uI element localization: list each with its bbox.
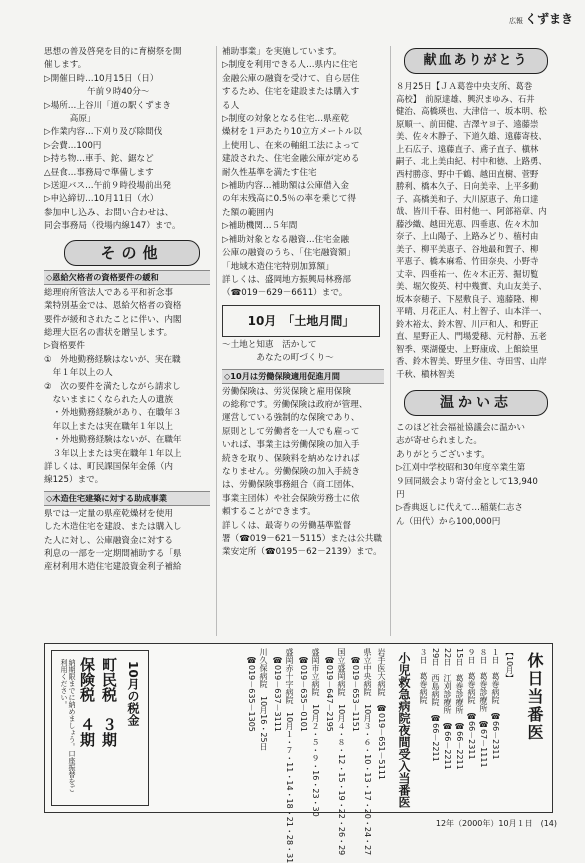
text-line: 美、佐々木静子、下道久雄、遠藤寄枝、 [396, 131, 547, 141]
column-right [396, 46, 548, 529]
text-line: 思想の普及啓発を目的に育樹祭を開 [44, 47, 182, 57]
text-line: 詳しくは、町民課国保年金係（内 [44, 461, 173, 472]
text-line: 午前９時40分～ [44, 87, 150, 98]
text-line: 燥材を１戸あたり10立方メートル以 [222, 127, 362, 138]
text-line: 署（☎019－621－5115）または公共職 [222, 534, 382, 544]
donation-notice [396, 422, 548, 529]
text-line: の総称です。労働保険は政府が管理、 [222, 399, 368, 410]
masthead-label: 広報 [508, 17, 523, 25]
child-emergency-entry: ☎019－637－3111 [273, 648, 282, 732]
child-emergency-entry: ☎019－635－1305 [247, 648, 256, 732]
land-month-slogan: ～土地と知恵 活かして [222, 339, 317, 350]
text-line: は、労働保険事務組合（商工団体、 [222, 480, 360, 491]
text-line: 業安定所（☎0195－62－2139）まで。 [222, 547, 382, 558]
holiday-doctor-title: 休日当番医 [525, 652, 544, 742]
text-line: 年以上または実在職年１年以上 [44, 421, 173, 432]
text-line: ▷送迎バス…午前９時役場前出発 [44, 181, 171, 192]
wood-housing-notice [44, 508, 210, 575]
tax-item: 町民税 ３期 [100, 657, 118, 747]
text-line: ▷会費…100円 [44, 140, 102, 151]
tax-box [51, 650, 149, 806]
text-line: 利息の一部を一定期間補助する「県 [44, 549, 182, 559]
column-divider [390, 46, 391, 636]
column-middle [222, 46, 384, 560]
text-line: 原順一、前田健、吉澤ヤヨ子、遠藤崇 [396, 118, 539, 129]
text-line: ▷資格要件 [44, 341, 85, 352]
page-footer: 12年（2000年）10月１日 (14) [435, 819, 557, 828]
text-line: 年１年以上の人 [44, 368, 113, 379]
text-line: ▷制度の対象となる住宅…県産乾 [222, 114, 349, 125]
text-line: 鈴木裕太、鈴木智、川戸和人、和野正 [396, 318, 539, 329]
text-line: 要件が緩和されたことに伴い、内閣 [44, 314, 182, 325]
text-line: 坂本奈穂子、下屋敷良子、遠藤隆、柳 [396, 293, 539, 304]
child-emergency-entry: 国立盛岡病院 10月４・８・12・15・19・22・26・29 [337, 648, 346, 856]
text-line: 千秋、槇林智美 [396, 368, 455, 379]
text-line: 産材利用木造住宅建設資金利子補給 [44, 562, 182, 573]
child-emergency-entry: 盛岡赤十字病院 10月１・７・11・14・18・21・28・31 [285, 648, 294, 863]
text-line: た人に対し、公庫融資金に対する [44, 535, 173, 546]
text-line: ▷作業内容…下刈り及び除間伐 [44, 127, 163, 138]
text-line: 続きを取り、保険料を納めなければ [222, 453, 360, 464]
text-line: 上使用し、在来の軸組工法によって [222, 140, 360, 151]
subheading-pension: ◇恩給欠格者の資格要件の緩和 [44, 270, 210, 285]
section-title-blood-donation: 献血ありがとう [404, 48, 548, 74]
text-line: ▷場所…上谷川「道の駅くずまき [44, 100, 171, 111]
text-line: 同会事務局（役場内線147）まで。 [44, 221, 181, 232]
labor-insurance-notice [222, 386, 384, 560]
blood-donor-list [396, 80, 548, 380]
text-line: 藤沙織、越田光恵、四垂恵、佐々木加 [396, 218, 539, 229]
text-line: 詳しくは、盛岡地方振興局林務部 [222, 274, 351, 285]
text-line: 業特別基金では、恩給欠格者の資格 [44, 301, 182, 312]
land-month-slogan: あなたの町づくり～ [222, 353, 334, 364]
text-line: 高原」 [44, 114, 96, 125]
holiday-entry: 【10月】 [505, 648, 514, 683]
subheading-labor-insurance: ◇10月は労働保険適用促進月間 [222, 369, 384, 384]
text-line: 事業主団体）や社会保険労務士に依 [222, 493, 360, 504]
text-line: ８月25日【ＪＡ葛巻中央支所、葛巻 [396, 81, 533, 91]
text-line: 香、鈴木智美、野里夕佳、寺田雪、山岸 [396, 356, 547, 366]
text-line: ん（田代）から100,000円 [396, 516, 501, 527]
column-divider [216, 46, 217, 636]
text-line: ② 次の要件を満たしながら請求し [44, 381, 181, 392]
text-line: ▷香典返しに代えて…稲葉仁志さ [396, 503, 523, 514]
text-line: 平晴、月花正人、村上智子、山本洋一、 [396, 306, 547, 316]
masthead-title: くずまき [524, 12, 573, 26]
text-line: ▷補助機関…５年間 [222, 221, 298, 232]
holiday-entry: ９日 葛巻病院 ☎66－2311 [467, 648, 476, 760]
text-line: ▷申込締切…10月11日（水） [44, 194, 159, 205]
text-line: ・外地勤務経験はないが、在職年 [44, 435, 182, 446]
section-title-donations: 温かい志 [404, 390, 548, 416]
housing-subsidy-notice [222, 46, 384, 301]
tax-note: 納期限までに納めましょう。口座振替をご利用ください。 [60, 659, 76, 792]
text-line: 公庫の融資のうち、「住宅融資額」 [222, 248, 356, 259]
child-emergency-entry: 岩手医大病院 ☎019－651－5111 [377, 648, 386, 780]
text-line: 高校】 前原達雄、興沢まゆみ、石井 [396, 93, 535, 104]
text-line: △昼食…事務局で準備します [44, 167, 154, 178]
text-line: ① 外地勤務経験はないが、実在職 [44, 354, 181, 365]
text-line: ないままにくなられた人の遺族 [44, 394, 173, 405]
text-line: 平恵子、橋本麻希、竹田奈央、小野寺 [396, 256, 539, 266]
holiday-entry: 15日 葛巻診療所 ☎66－2211 [455, 648, 464, 770]
text-line: の年末残高に0.5％の率を乗じて得 [222, 194, 356, 205]
text-line: 奈子、上山陽子、上路みどり、植村由 [396, 231, 539, 241]
text-line: ▷補助対象となる融資…住宅金融 [222, 234, 349, 245]
text-line: 健治、高橋瑛也、大津信一、坂本明、松 [396, 106, 547, 116]
text-line: いれば、事業主は労働保険の加入手 [222, 440, 360, 451]
tax-item: 保険税 ４期 [78, 657, 96, 747]
text-line: 詳しくは、最寄りの労働基準監督 [222, 520, 351, 531]
text-line: 志が寄せられました。 [396, 436, 482, 447]
forest-event-notice [44, 46, 210, 234]
holiday-entry: 29日 西島病院 ☎66－2211 [431, 648, 440, 762]
text-line: 総理大臣名の書状を贈呈します。 [44, 327, 173, 338]
child-emergency-entry: 県立中央病院 10月３・６・10・13・17・20・24・27 [363, 648, 372, 856]
text-line: （☎019－629－6611）まで。 [222, 288, 348, 299]
text-line: このほど社会福祉協議会に温かい [396, 423, 525, 433]
pension-notice [44, 287, 210, 488]
text-line: 労働保険は、労災保険と雇用保険 [222, 386, 351, 397]
text-line: 上石広子、遠藤直子、鳶子直子、槇林 [396, 143, 539, 154]
child-emergency-entry: ☎019－653－1151 [351, 648, 360, 732]
child-emergency-entry: ☎019－635－0101 [299, 648, 308, 732]
text-line: 金融公庫の融資を受けて、自ら居住 [222, 73, 360, 84]
text-line: ▷江刈中学校昭和30年度卒業生第 [396, 463, 526, 474]
tax-title: 10月の税金 [126, 661, 140, 726]
text-line: 嗣子、北上美由紀、村中和徳、上路勇、 [396, 156, 547, 166]
text-line: 運営している強制的な保険であり、 [222, 413, 360, 424]
text-line: 原則として労働者を一人でも雇って [222, 426, 360, 437]
child-emergency-entry: 盛岡市立病院 10月２・５・９・16・23・30 [311, 648, 320, 817]
text-line: 子、高橋美和子、大川原恵子、角口達 [396, 193, 539, 204]
text-line: 「地域木造住宅特別加算額」 [222, 261, 334, 272]
text-line: る人 [222, 100, 240, 111]
text-line: するため、住宅を建設または購入す [222, 87, 360, 98]
text-line: 線125）まで。 [44, 475, 104, 486]
text-line: ありがとうございます。 [396, 449, 490, 460]
text-line: 丈幸、四垂祐一、佐々木正芳、掘切覧 [396, 268, 539, 279]
text-line: 哉、皆川千春、田村他一、阿部裕章、内 [396, 206, 547, 216]
text-line: ・外地勤務経験があり、在職年３ [44, 408, 182, 419]
text-line: 西村勝彦、野中千鶴、越田直樹、菅野 [396, 168, 539, 179]
text-line: ▷開催日時…10月15日（日） [44, 73, 159, 84]
text-line: 美子、柳平美恵子、谷地最和賀子、柳 [396, 243, 539, 254]
text-line: ９回同級会より寄付金として13,940 [396, 476, 538, 487]
section-title-others: その他 [64, 240, 200, 266]
masthead [509, 10, 573, 27]
text-line: 頼することができます。 [222, 507, 316, 518]
text-line: 勝利、橋本久子、日向美幸、上平多動 [396, 181, 539, 191]
text-line: 直、星野正人、門場愛穂、元村静、五老 [396, 331, 547, 341]
text-line: ▷補助内容…補助額は公庫借入金 [222, 181, 349, 192]
text-line: 円 [396, 490, 405, 501]
holiday-entry: ８日 葛巻診療所 ☎67－1111 [479, 648, 488, 768]
child-emergency-entry: ☎019－647－2195 [325, 648, 334, 732]
text-line: ▷持ち物…車手、鉈、鋸など [44, 154, 154, 165]
text-line: 美、堀欠俊英、村中幾實、丸山友美子、 [396, 281, 547, 291]
text-line: ▷制度を利用できる人…県内に住宅 [222, 60, 358, 71]
child-emergency-entry: 川久保病院 10月16・25日 [259, 648, 268, 751]
land-month-box: 10月 「土地月間」 [222, 305, 380, 337]
holiday-entry: ３日 葛巻病院 [419, 648, 428, 704]
column-left [44, 46, 210, 575]
holiday-entry: １日 葛巻病院 ☎66－2311 [491, 648, 500, 760]
text-line: 総理府所管法人である平和祈念事 [44, 287, 173, 298]
text-line: 建設された、住宅金融公庫が定める [222, 154, 360, 165]
text-line: 県では一定量の県産乾燥材を使用 [44, 508, 173, 519]
text-line: 耐久性基準を満たす住宅 [222, 167, 317, 178]
text-line: ３年以上または実在職年１年以上 [44, 448, 182, 459]
subheading-wood-housing: ◇木造住宅建築に対する助成事業 [44, 491, 210, 506]
child-emergency-title: 小児救急病院夜間受入当番医 [397, 652, 411, 808]
text-line: 補助事業」を実施しています。 [222, 47, 342, 57]
text-line: なりません。労働保険の加入手続き [222, 466, 361, 477]
text-line: 催します。 [44, 60, 87, 71]
text-line: 参加申し込み、お問い合わせは、 [44, 207, 174, 218]
text-line: した木造住宅を建設、または購入し [44, 522, 182, 533]
text-line: 智季、栗湖優史、上野康成、上館絵里 [396, 343, 539, 354]
holiday-entry: 22日 江刈診療所 ☎66－2211 [443, 648, 452, 770]
text-line: た額の範囲内 [222, 207, 274, 218]
